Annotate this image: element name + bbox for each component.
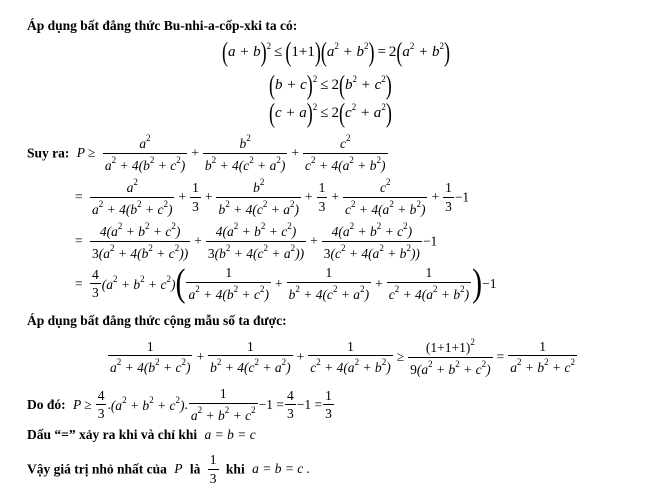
conclusion-la: là	[189, 461, 201, 477]
step-3: = $\frac{4}{3}$ $(a^2 + b^2 + c^2)$( $\frac{1}{a^2 + 4(b^2 + c^2)}$ + $\frac{1}{b^2 + 4(c^2 + a^2)}$ + $\frac{1}{c^2 + 4(a^2 + b^2)}$ )−1	[75, 261, 497, 305]
suy-ra-line: Suy ra: P ≥ $\frac{a^2}{a^2 + 4(b^2 + c^2)}$ + $\frac{b^2}{b^2 + 4(c^2 + a^2)}$ + $\frac{c^2}{c^2 + 4(a^2 + b^2)}$	[27, 133, 386, 173]
heading-bunhiacopxki: Áp dụng bất đẳng thức Bu-nhi-a-cốp-xki ta có:	[27, 18, 298, 33]
do-do-line: Do đó: P ≥ $\frac{4}{3}$ $.(a^2 + b^2 + c^2)$. $\frac{1}{a^2 + b^2 + c^2}$ −1 = $\frac{4}{3}$ −1 = $\frac{1}{3}$	[27, 386, 332, 423]
inequality-1: $(a + b)^2 \le (1+1)(a^2 + b^2) = 2(a^2 + b^2)$	[222, 37, 451, 67]
do-do-label: Do đó:	[27, 396, 66, 412]
dau-bang-line	[27, 428, 256, 442]
inequality-2: $(b + c)^2 \le 2(b^2 + c^2)$	[269, 70, 392, 100]
heading-cong-mau-so: Áp dụng bất đẳng thức cộng mẫu số ta được:	[27, 313, 287, 328]
inequality-3: $(c + a)^2 \le 2(c^2 + a^2)$	[269, 98, 392, 128]
suy-ra-label: Suy ra:	[27, 145, 70, 161]
step-1: = $\frac{a^2}{a^2 + 4(b^2 + c^2)}$ + $\frac{1}{3}$ + $\frac{b^2}{b^2 + 4(c^2 + a^2)}$ + $\frac{1}{3}$ + $\frac{c^2}{c^2 + 4(a^2 + b^2)}$ + $\frac{1}{3}$ −1	[75, 177, 470, 217]
conclusion-line: Vậy giá trị nhỏ nhất của P là $\frac{1}{3}$ khi a = b = c .	[27, 452, 311, 486]
conclusion-text: Vậy giá trị nhỏ nhất của	[27, 461, 167, 477]
conclusion-khi: khi	[225, 461, 245, 477]
equal-condition: a = b = c	[204, 427, 256, 442]
cong-mau-so-inequality: $\frac{1}{a^2 + 4(b^2 + c^2)}$ + $\frac{1}{b^2 + 4(c^2 + a^2)}$ + $\frac{1}{c^2 + 4(a^2 + b^2)}$ ≥ $\frac{(1+1+1)^2}{9(a^2 + b^2 + c^2)}$ = $\frac{1}{a^2 + b^2 + c^2}$	[110, 337, 575, 377]
conclusion-P: P	[174, 461, 183, 477]
dau-bang-text: Dấu “=” xảy ra khi và chỉ khi	[27, 427, 198, 442]
conclusion-condition: a = b = c .	[252, 461, 311, 477]
step-2: = $\frac{4(a^2 + b^2 + c^2)}{3(a^2 + 4(b^2 + c^2))}$ + $\frac{4(a^2 + b^2 + c^2)}{3(b^2 + 4(c^2 + a^2))}$ + $\frac{4(a^2 + b^2 + c^2)}{3(c^2 + 4(a^2 + b^2))}$ −1	[75, 221, 438, 261]
